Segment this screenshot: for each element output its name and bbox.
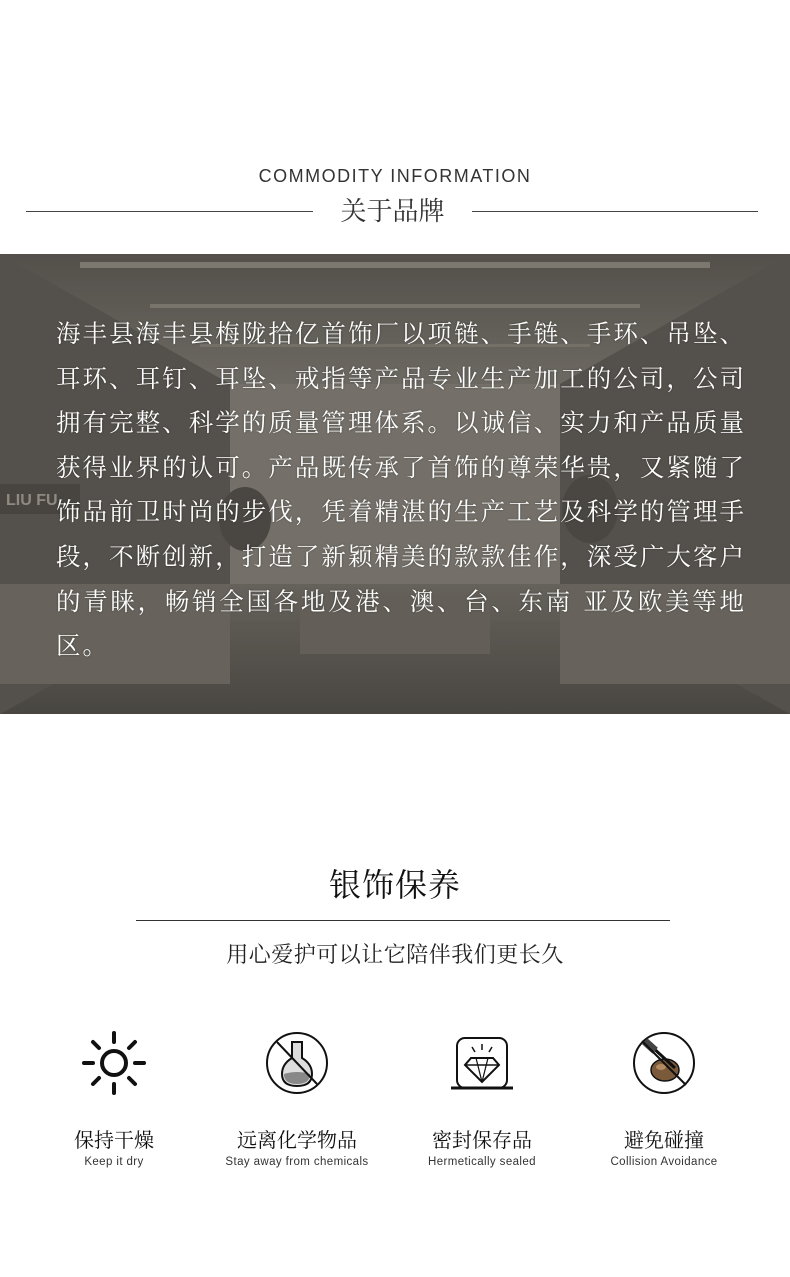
brand-description: 海丰县海丰县梅陇拾亿首饰厂以项链、手链、手环、吊坠、耳环、耳钉、耳坠、戒指等产品专业生产加工的公司，公司拥有完整、科学的质量管理体系。以诚信、实力和产品质量获得业界的认可。产品既传承了首饰的尊荣华贵，又紧随了饰品前卫时尚的步伐，凭着精湛的生产工艺及科学的管理手段，不断创新，打造了新颖精美的款款佳作，深受广大客户的青睐，畅销全国各地及港、澳、台、东南 亚及欧美等地区。 <box>56 319 746 661</box>
tip-no-collision <box>572 1028 756 1168</box>
title-rule-right <box>472 211 758 212</box>
tip-label-cn: 远离化学物品 <box>237 1128 357 1152</box>
tip-label-cn: 避免碰撞 <box>624 1128 704 1152</box>
tip-label-en: Hermetically sealed <box>428 1156 536 1168</box>
store-sign-text: LIU FU <box>6 492 58 509</box>
tip-label-en: Stay away from chemicals <box>225 1156 369 1168</box>
no-collision-icon <box>629 1028 699 1098</box>
brand-header <box>0 0 790 254</box>
care-tips <box>0 1028 790 1178</box>
title-rule-left <box>26 211 313 212</box>
brand-hero <box>0 254 790 714</box>
no-chemicals-icon <box>262 1028 332 1098</box>
tip-no-chemicals <box>205 1028 389 1168</box>
tip-label-cn: 保持干燥 <box>74 1128 154 1152</box>
sun-icon <box>79 1028 149 1098</box>
care-subtitle: 用心爱护可以让它陪伴我们更长久 <box>226 943 564 968</box>
tip-sealed <box>390 1028 574 1168</box>
tip-label-en: Keep it dry <box>84 1156 144 1168</box>
care-title: 银饰保养 <box>328 866 461 904</box>
care-divider <box>136 920 670 921</box>
tip-label-en: Collision Avoidance <box>610 1156 718 1168</box>
tip-label-cn: 密封保存品 <box>432 1128 532 1152</box>
brand-title: 关于品牌 <box>340 197 445 227</box>
section-eyebrow: COMMODITY INFORMATION <box>258 166 532 186</box>
tip-keep-dry <box>22 1028 206 1168</box>
sealed-diamond-icon <box>447 1028 517 1098</box>
brand-title-row <box>0 195 790 231</box>
